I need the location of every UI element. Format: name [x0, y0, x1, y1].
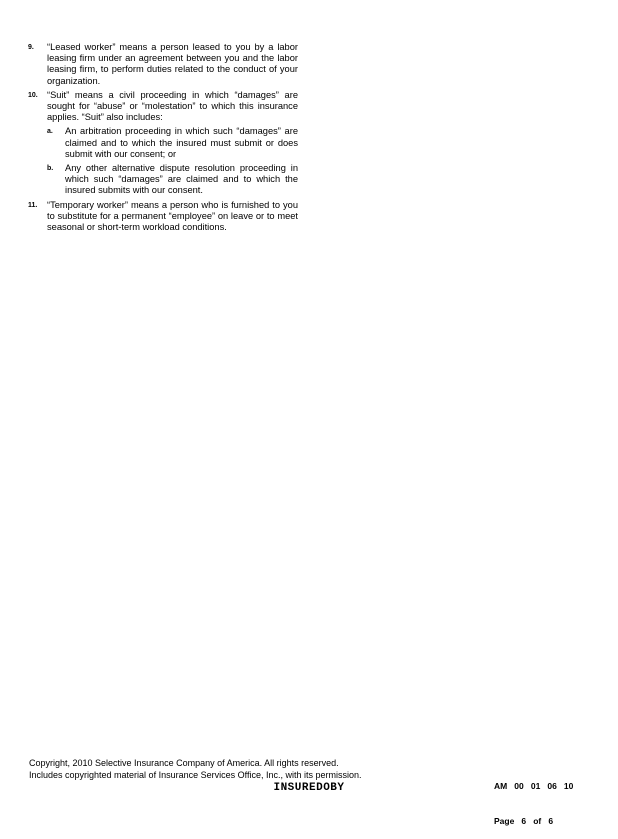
definitions-column — [28, 42, 298, 236]
definition-number: 10. — [28, 91, 38, 99]
definition-number: 11. — [28, 201, 38, 209]
page-number: Page 6 of 6 — [494, 815, 554, 826]
subitem-text: An arbitration proceeding in which such “damages” are claimed and to which the insured must submit or does submit with our consent; or — [65, 126, 298, 159]
subitem-letter: b. — [47, 165, 54, 173]
iso-notice-line: Includes copyrighted material of Insurance Services Office, Inc., with its permission. — [29, 769, 362, 780]
subitem-text: Any other alternative dispute resolution proceeding in which such “damages” are claimed and to which the insured submits with our consent. — [65, 163, 298, 196]
subitem-letter: a. — [47, 128, 53, 136]
subitem-arbitration — [47, 126, 298, 160]
definition-leased-worker — [28, 42, 298, 87]
definition-number: 9. — [28, 44, 34, 51]
copyright-line: Copyright, 2010 Selective Insurance Company of America. All rights reserved. — [29, 758, 339, 768]
definition-temporary-worker — [28, 200, 298, 234]
definition-text: “Leased worker” means a person leased to you by a labor leasing firm under an agreement between you and the labor leasing firm, to perform duties related to the conduct of your organization. — [47, 42, 298, 86]
footer-copyright — [29, 758, 361, 781]
definition-suit — [28, 90, 298, 197]
footer-form-info — [494, 758, 573, 839]
form-number: AM 00 01 06 10 — [494, 781, 574, 791]
watermark-text: INSUREDOBY — [273, 782, 345, 794]
definition-text: “Temporary worker” means a person who is furnished to you to substitute for a permanent “employee” on leave or to meet seasonal or short-term workload conditions. — [47, 199, 298, 233]
subitem-alternative-dispute — [47, 163, 298, 197]
definition-text: “Suit” means a civil proceeding in which “damages” are sought for “abuse” or “molestation” to which this insurance applies. “Suit” also includes: — [47, 89, 298, 123]
